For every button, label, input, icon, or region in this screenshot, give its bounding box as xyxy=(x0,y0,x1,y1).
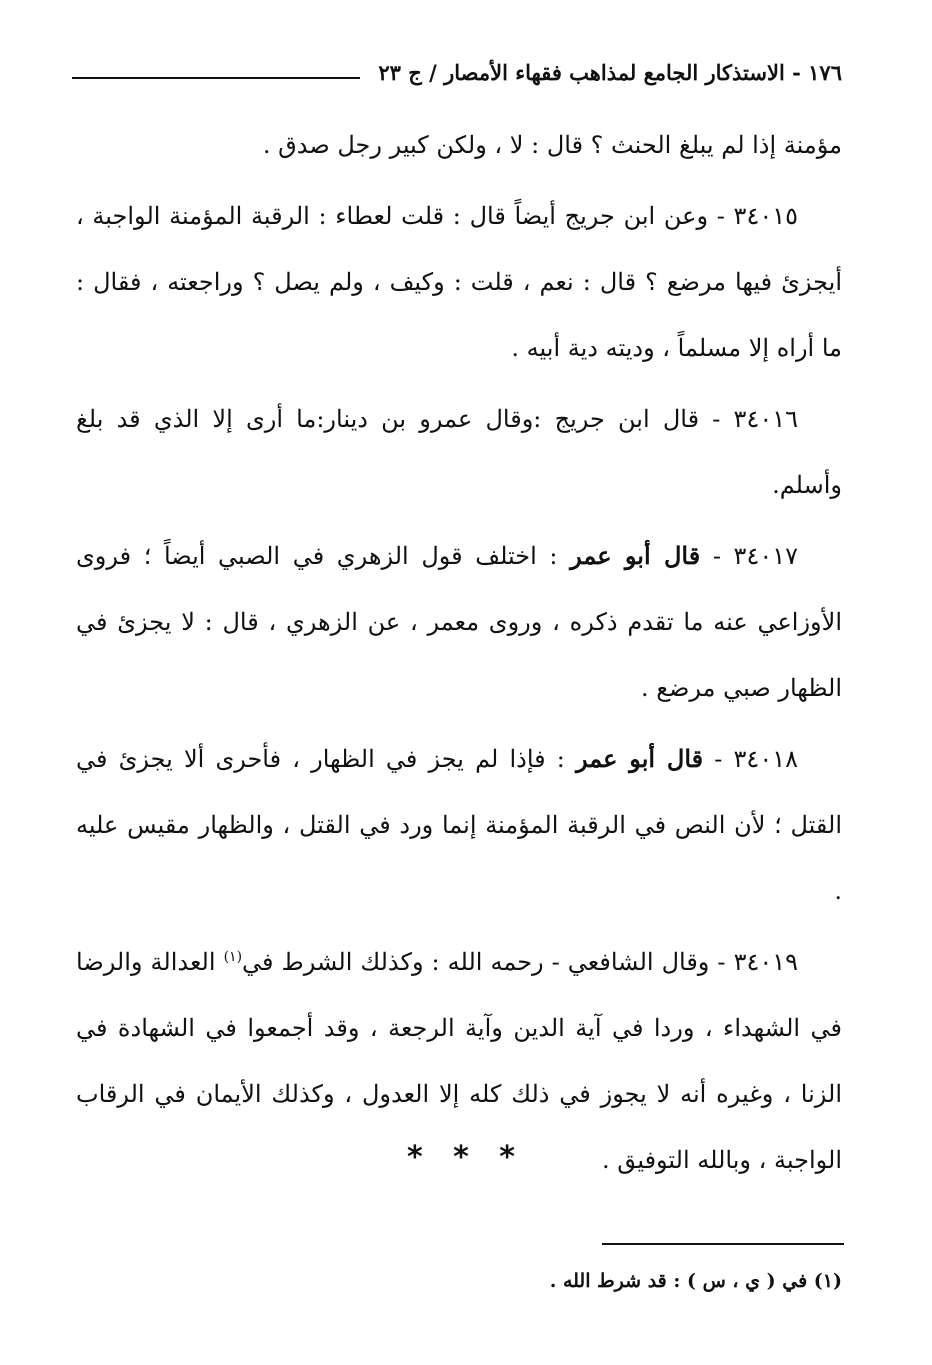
paragraph-text: مؤمنة إذا لم يبلغ الحنث ؟ قال : لا ، ولكن كبير رجل صدق . xyxy=(262,131,842,159)
paragraph-number: ٣٤٠١٥ - xyxy=(708,202,798,230)
paragraph-34015 xyxy=(76,183,842,381)
header-rule xyxy=(72,77,360,79)
speaker-label: قال أبو عمر xyxy=(576,744,704,773)
paragraph-34018 xyxy=(76,726,842,924)
paragraph-text: وقال الشافعي - رحمه الله : وكذلك الشرط في xyxy=(242,948,710,976)
paragraph-number: ٣٤٠١٧ - xyxy=(700,542,798,570)
paragraph-text: : فإذا لم يجز في الظهار ، فأحرى ألا يجزئ في القتل ؛ لأن النص في الرقبة المؤمنة إنما ورد في القتل ، والظهار مقيس عليه . xyxy=(76,745,842,905)
footnote-rule xyxy=(602,1243,844,1245)
paragraph-text: العدالة والرضا في الشهداء ، وردا في آية الدين وآية الرجعة ، وقد أجمعوا في الشهادة في الزنا ، وغيره أنه لا يجوز في ذلك كله إلا العدول ، وكذلك الأيمان في الرقاب الواجبة ، وبالله التوفيق . xyxy=(76,948,842,1174)
header-title: ١٧٦ - الاستذكار الجامع لمذاهب فقهاء الأمصار / ج ٢٣ xyxy=(378,59,842,85)
section-separator: * * * xyxy=(407,1140,525,1175)
footnote: (١) في ( ي ، س ) : قد شرط الله . xyxy=(549,1270,842,1292)
paragraph-number: ٣٤٠١٨ - xyxy=(703,745,798,773)
paragraph-number: ٣٤٠١٩ - xyxy=(709,948,799,976)
paragraph-text: وعن ابن جريج أيضاً قال : قلت لعطاء : الرقبة المؤمنة الواجبة ، أيجزئ فيها مرضع ؟ قال : نعم ، قلت : وكيف ، ولم يصل ؟ وراجعته ، فقال : ما أراه إلا مسلماً ، وديته دية أبيه . xyxy=(76,202,842,362)
speaker-label: قال أبو عمر xyxy=(570,541,701,570)
running-header xyxy=(72,52,842,92)
body-text xyxy=(76,112,842,1198)
paragraph-34017 xyxy=(76,523,842,721)
paragraph-text: قال ابن جريج :وقال عمرو بن دينار:ما أرى إلا الذي قد بلغ وأسلم. xyxy=(76,405,842,499)
paragraph-number: ٣٤٠١٦ - xyxy=(699,405,798,433)
footnote-reference: (١) xyxy=(223,949,243,965)
paragraph-34016 xyxy=(76,386,842,518)
paragraph-text: : اختلف قول الزهري في الصبي أيضاً ؛ فروى الأوزاعي عنه ما تقدم ذكره ، وروى معمر ، عن الزهري ، قال : لا يجزئ في الظهار صبي مرضع . xyxy=(76,542,842,702)
paragraph-continuation xyxy=(76,112,842,178)
